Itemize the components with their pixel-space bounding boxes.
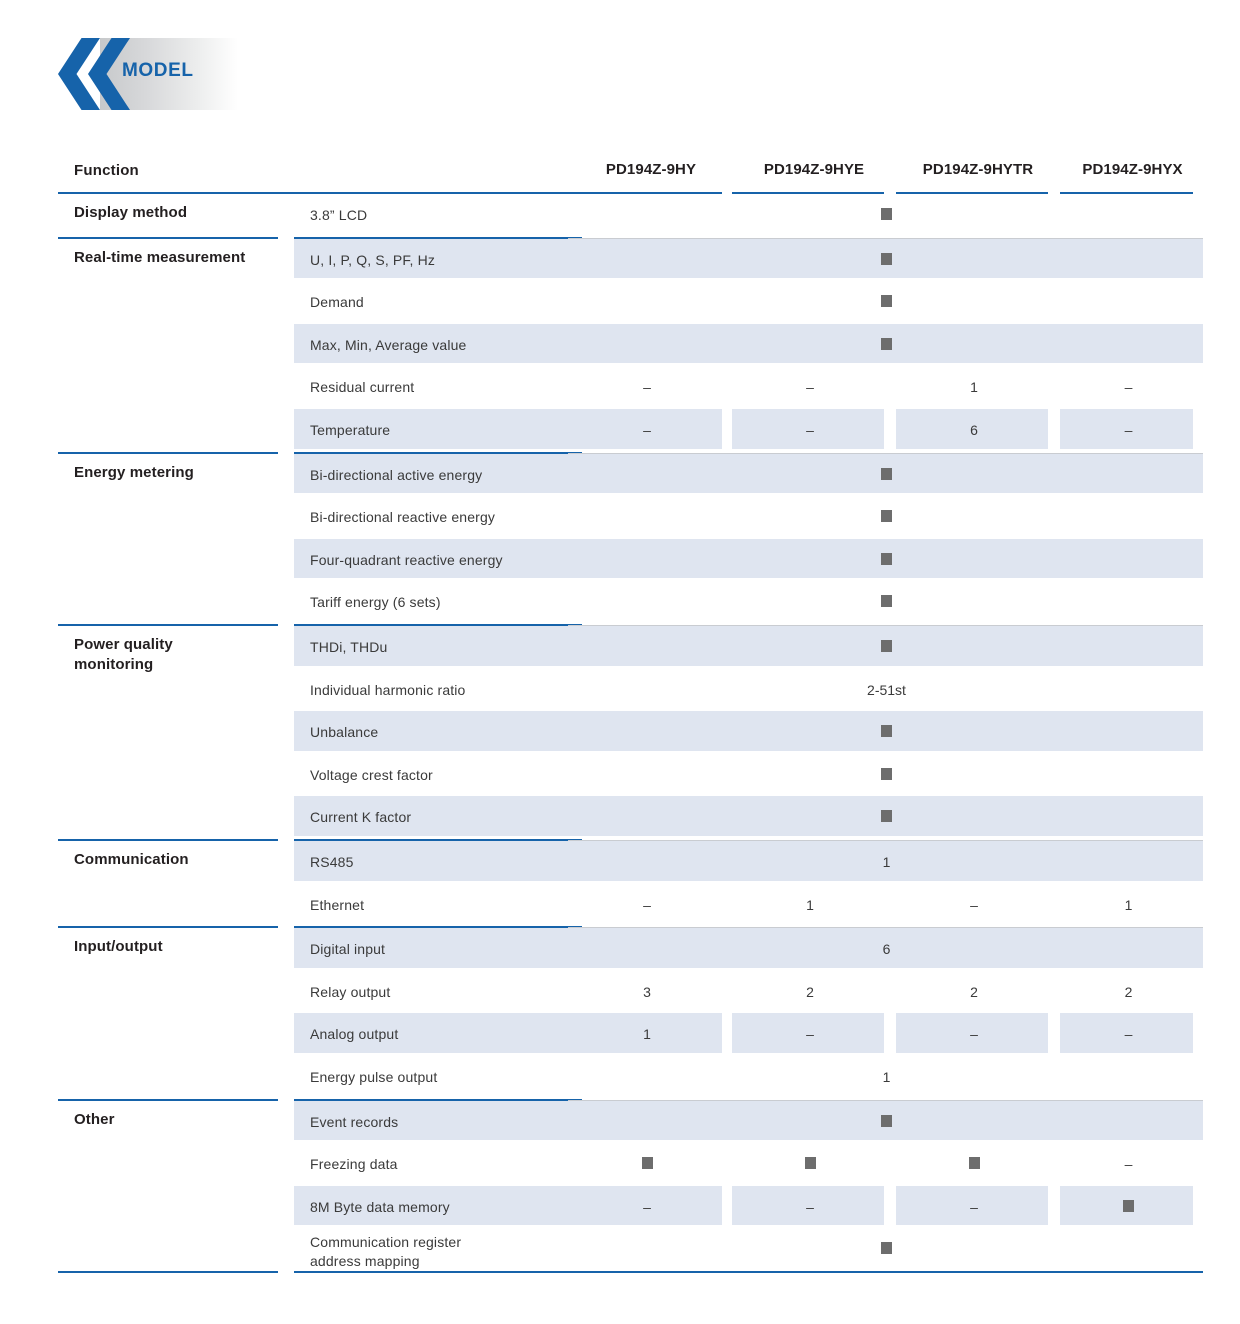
category-label: Input/output — [74, 938, 163, 956]
supported-marker-icon — [881, 468, 892, 480]
value-cell-3: – — [1124, 1156, 1133, 1173]
supported-marker-icon — [805, 1157, 816, 1169]
supported-marker-icon — [881, 510, 892, 522]
value-cell-3 — [1062, 1199, 1195, 1215]
section-rule-left — [58, 452, 278, 454]
supported-marker-icon — [881, 595, 892, 607]
supported-marker-icon — [881, 338, 892, 350]
value-cell-all — [570, 252, 1203, 268]
value-cell-0: 3 — [643, 983, 651, 1000]
value-cell-2: – — [970, 1026, 978, 1043]
feature-label: Current K factor — [310, 809, 412, 826]
header-rule-col-3 — [1060, 192, 1193, 194]
value-cell-all — [570, 207, 1203, 223]
value-cell-all: 2-51st — [867, 681, 906, 698]
value-cell-0: 1 — [643, 1026, 651, 1043]
value-cell-all: 1 — [882, 854, 891, 870]
column-header-model-3: PD194Z-9HYX — [1082, 161, 1183, 178]
value-cell-3: 2 — [1124, 983, 1133, 1000]
table-header-row — [58, 158, 1203, 192]
value-cell-1: – — [806, 379, 814, 396]
section-rule-left — [58, 839, 278, 841]
value-cell-1 — [734, 1156, 886, 1172]
feature-label: Communication register address mapping — [310, 1234, 462, 1269]
feature-label: Temperature — [310, 422, 391, 438]
feature-label: Demand — [310, 294, 364, 311]
value-cell-all — [570, 724, 1203, 740]
supported-marker-icon — [881, 295, 892, 307]
value-cell-all — [570, 594, 1203, 610]
value-cell-3: – — [1124, 379, 1133, 396]
section-rule-left — [58, 926, 278, 928]
value-cell-all — [570, 809, 1203, 825]
value-cell-1: – — [806, 1198, 814, 1215]
feature-label: Bi-directional active energy — [310, 466, 483, 483]
value-cell-1: – — [806, 422, 814, 438]
value-cell-1: 1 — [806, 896, 814, 913]
value-cell-3: 1 — [1124, 896, 1133, 913]
feature-label: Unbalance — [310, 724, 379, 741]
supported-marker-icon — [881, 810, 892, 822]
value-cell-all — [570, 639, 1203, 655]
header-rule-col-1 — [732, 192, 884, 194]
value-cell-2: 6 — [970, 422, 978, 438]
column-header-function: Function — [74, 162, 139, 179]
value-cell-2: 2 — [970, 983, 978, 1000]
category-label: Communication — [74, 851, 189, 868]
section-rule-left — [58, 624, 278, 626]
column-header-model-2: PD194Z-9HYTR — [922, 161, 1034, 178]
value-cell-0 — [570, 1156, 724, 1172]
section-rule-left — [58, 1099, 278, 1101]
feature-label: Analog output — [310, 1026, 399, 1043]
feature-label: Individual harmonic ratio — [310, 681, 466, 698]
supported-marker-icon — [881, 725, 892, 737]
value-cell-all: 1 — [882, 1069, 891, 1085]
value-cell-0: – — [643, 896, 651, 913]
feature-label: Digital input — [310, 941, 386, 958]
section-rule-left — [58, 237, 278, 239]
value-cell-0: – — [643, 379, 651, 396]
feature-label: 3.8” LCD — [310, 207, 368, 223]
header-rule-function — [58, 192, 582, 194]
feature-label: U, I, P, Q, S, PF, Hz — [310, 251, 436, 268]
column-header-model-0: PD194Z-9HY — [605, 161, 697, 178]
supported-marker-icon — [1123, 1200, 1134, 1212]
value-cell-all: 6 — [882, 941, 891, 958]
supported-marker-icon — [881, 208, 892, 220]
feature-label: Energy pulse output — [310, 1069, 438, 1085]
value-cell-all — [570, 1241, 1203, 1257]
value-cell-1: 2 — [806, 983, 814, 1000]
category-label: Real-time measurement — [74, 248, 246, 266]
supported-marker-icon — [881, 253, 892, 265]
model-banner — [58, 38, 238, 110]
header-rule-col-0 — [568, 192, 722, 194]
feature-label: 8M Byte data memory — [310, 1198, 450, 1215]
feature-label: Four-quadrant reactive energy — [310, 551, 503, 568]
supported-marker-icon — [881, 553, 892, 565]
feature-label: Freezing data — [310, 1156, 398, 1173]
value-cell-1: – — [806, 1026, 814, 1043]
section-rule-feature — [294, 1271, 582, 1273]
feature-label: Bi-directional reactive energy — [310, 509, 496, 526]
supported-marker-icon — [881, 640, 892, 652]
supported-marker-icon — [881, 768, 892, 780]
table-bottom-rule — [568, 1271, 1203, 1273]
value-cell-0: – — [643, 422, 651, 438]
value-cell-2: 1 — [970, 379, 978, 396]
value-cell-all — [570, 767, 1203, 783]
value-cell-2: – — [970, 1198, 978, 1215]
value-cell-3: – — [1124, 1026, 1133, 1043]
header-rule-col-2 — [896, 192, 1048, 194]
supported-marker-icon — [642, 1157, 653, 1169]
category-label: Power quality monitoring — [74, 636, 173, 673]
feature-label: RS485 — [310, 854, 354, 870]
value-cell-all — [570, 509, 1203, 525]
banner-title: MODEL — [122, 60, 194, 81]
section-rule-left — [58, 1271, 278, 1273]
value-cell-2: – — [970, 896, 978, 913]
value-cell-all — [570, 294, 1203, 310]
feature-label: Voltage crest factor — [310, 766, 433, 783]
value-cell-all — [570, 467, 1203, 483]
feature-label: THDi, THDu — [310, 639, 388, 655]
supported-marker-icon — [969, 1157, 980, 1169]
category-label: Display method — [74, 204, 188, 221]
feature-label: Residual current — [310, 379, 415, 396]
supported-marker-icon — [881, 1242, 892, 1254]
value-cell-2 — [898, 1156, 1050, 1172]
specification-table — [58, 158, 1203, 1273]
value-cell-3: – — [1124, 422, 1133, 438]
category-label: Other — [74, 1110, 115, 1128]
value-cell-all — [570, 337, 1203, 353]
feature-label: Relay output — [310, 983, 391, 1000]
feature-label: Max, Min, Average value — [310, 336, 467, 353]
value-cell-0: – — [643, 1198, 651, 1215]
feature-label: Tariff energy (6 sets) — [310, 594, 441, 611]
value-cell-all — [570, 1114, 1203, 1130]
supported-marker-icon — [881, 1115, 892, 1127]
category-label: Energy metering — [74, 463, 194, 481]
feature-label: Ethernet — [310, 896, 365, 913]
value-cell-all — [570, 552, 1203, 568]
feature-label: Event records — [310, 1113, 399, 1130]
column-header-model-1: PD194Z-9HYE — [763, 161, 865, 178]
